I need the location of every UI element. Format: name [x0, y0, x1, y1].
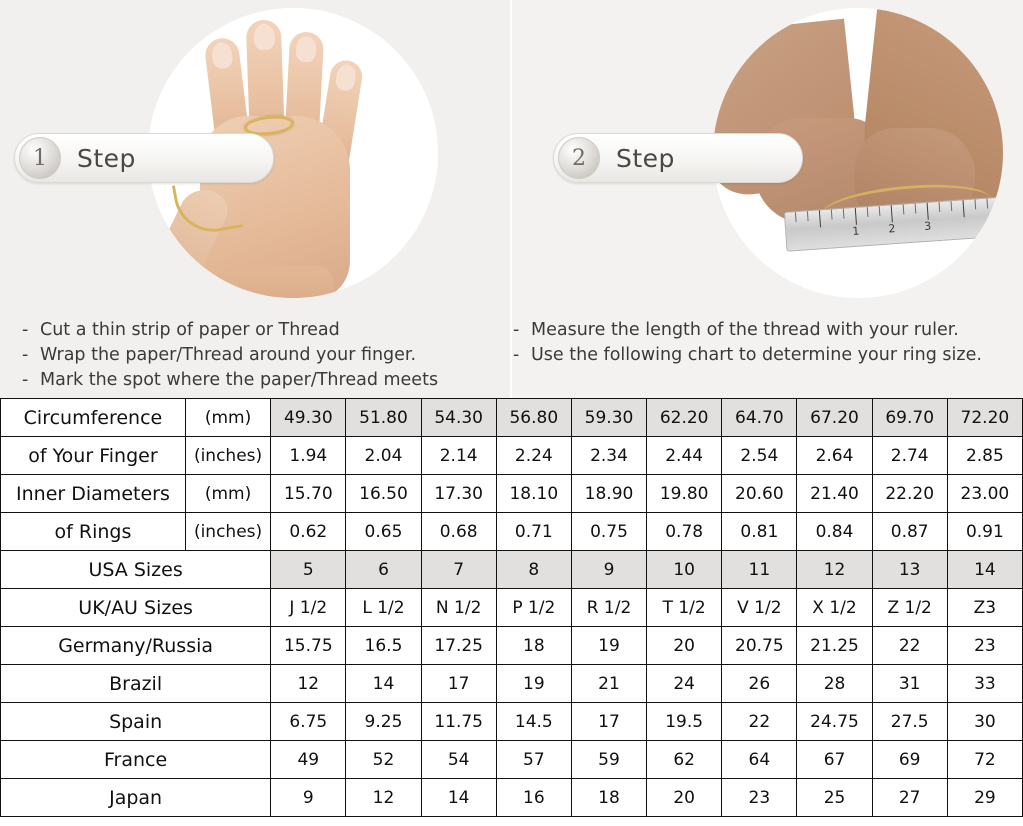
cell: 18 [496, 627, 571, 665]
cell: 51.80 [346, 399, 421, 437]
cell: 0.62 [271, 513, 346, 551]
cell: 9 [271, 779, 346, 817]
ruler-number: 1 [851, 224, 860, 239]
table-row [1, 551, 1023, 589]
cell: V 1/2 [722, 589, 797, 627]
instruction-line: - Mark the spot where the paper/Thread meets [22, 370, 439, 390]
cell: 15.70 [271, 475, 346, 513]
cell: 17.25 [421, 627, 496, 665]
cell: 12 [346, 779, 421, 817]
table-row [1, 779, 1023, 817]
step-1-badge [14, 133, 274, 183]
cell: 13 [872, 551, 947, 589]
cell: 19.80 [647, 475, 722, 513]
cell: 20 [647, 779, 722, 817]
cell: 14 [947, 551, 1022, 589]
cell: 21.40 [797, 475, 872, 513]
cell: 20.75 [722, 627, 797, 665]
cell: 21.25 [797, 627, 872, 665]
cell: 0.91 [947, 513, 1022, 551]
cell: 16.50 [346, 475, 421, 513]
cell: 26 [722, 665, 797, 703]
row-label: Germany/Russia [1, 627, 271, 665]
cell: Z3 [947, 589, 1022, 627]
instruction-line: - Cut a thin strip of paper or Thread [22, 320, 340, 340]
ruler-number: 3 [923, 219, 932, 234]
table-row [1, 741, 1023, 779]
cell: 16 [496, 779, 571, 817]
cell: 21 [571, 665, 646, 703]
cell: 72.20 [947, 399, 1022, 437]
cell: X 1/2 [797, 589, 872, 627]
row-label: USA Sizes [1, 551, 271, 589]
cell: 10 [647, 551, 722, 589]
cell: 17.30 [421, 475, 496, 513]
cell: 2.14 [421, 437, 496, 475]
cell: 2.24 [496, 437, 571, 475]
cell: 8 [496, 551, 571, 589]
row-unit: (inches) [185, 437, 270, 475]
cell: 2.64 [797, 437, 872, 475]
cell: 27.5 [872, 703, 947, 741]
cell: 20.60 [722, 475, 797, 513]
cell: 9 [571, 551, 646, 589]
cell: 19.5 [647, 703, 722, 741]
step-2-label: Step [616, 143, 675, 173]
cell: 30 [947, 703, 1022, 741]
cell: 23 [947, 627, 1022, 665]
row-label: Inner Diameters [1, 475, 186, 513]
cell: 23.00 [947, 475, 1022, 513]
cell: T 1/2 [647, 589, 722, 627]
cell: 0.78 [647, 513, 722, 551]
row-label: Spain [1, 703, 271, 741]
cell: 22 [722, 703, 797, 741]
cell: 67.20 [797, 399, 872, 437]
table-row [1, 627, 1023, 665]
cell: 6 [346, 551, 421, 589]
instruction-text: Wrap the paper/Thread around your finger. [40, 345, 417, 365]
instruction-text: Use the following chart to determine your ring size. [531, 345, 982, 365]
cell: 64.70 [722, 399, 797, 437]
step-panel-1 [0, 0, 510, 398]
table-row [1, 475, 1023, 513]
step-1-number: 1 [19, 137, 61, 179]
cell: N 1/2 [421, 589, 496, 627]
row-label: Japan [1, 779, 271, 817]
cell: 20 [647, 627, 722, 665]
cell: 11 [722, 551, 797, 589]
cell: 0.71 [496, 513, 571, 551]
cell: 59 [571, 741, 646, 779]
cell: 24 [647, 665, 722, 703]
row-unit: (mm) [185, 399, 270, 437]
cell: 2.74 [872, 437, 947, 475]
row-unit: (mm) [185, 475, 270, 513]
cell: 33 [947, 665, 1022, 703]
cell: 57 [496, 741, 571, 779]
instruction-line: - Measure the length of the thread with your ruler. [513, 320, 959, 340]
table-row [1, 437, 1023, 475]
cell: 18.10 [496, 475, 571, 513]
cell: 9.25 [346, 703, 421, 741]
row-unit: (inches) [185, 513, 270, 551]
cell: 16.5 [346, 627, 421, 665]
cell: 49 [271, 741, 346, 779]
cell: 25 [797, 779, 872, 817]
cell: 19 [496, 665, 571, 703]
cell: 17 [421, 665, 496, 703]
cell: 72 [947, 741, 1022, 779]
cell: 19 [571, 627, 646, 665]
cell: 59.30 [571, 399, 646, 437]
instruction-line: - Use the following chart to determine your ring size. [513, 345, 982, 365]
instruction-line: - Wrap the paper/Thread around your finger. [22, 345, 417, 365]
cell: P 1/2 [496, 589, 571, 627]
cell: 24.75 [797, 703, 872, 741]
instruction-text: Cut a thin strip of paper or Thread [40, 320, 340, 340]
row-label: France [1, 741, 271, 779]
cell: 67 [797, 741, 872, 779]
cell: 0.87 [872, 513, 947, 551]
cell: 27 [872, 779, 947, 817]
cell: 12 [271, 665, 346, 703]
cell: 18 [571, 779, 646, 817]
cell: 15.75 [271, 627, 346, 665]
step-1-instructions [22, 318, 438, 393]
step-1-label: Step [77, 143, 136, 173]
table-row [1, 703, 1023, 741]
cell: 62.20 [647, 399, 722, 437]
cell: 11.75 [421, 703, 496, 741]
cell: 2.44 [647, 437, 722, 475]
step-panel-2 [510, 0, 1023, 398]
cell: 18.90 [571, 475, 646, 513]
cell: 22.20 [872, 475, 947, 513]
row-label: UK/AU Sizes [1, 589, 271, 627]
cell: 7 [421, 551, 496, 589]
step-2-number: 2 [558, 137, 600, 179]
cell: 6.75 [271, 703, 346, 741]
cell: 56.80 [496, 399, 571, 437]
table-row [1, 513, 1023, 551]
cell: 28 [797, 665, 872, 703]
cell: 31 [872, 665, 947, 703]
cell: 29 [947, 779, 1022, 817]
row-label: Brazil [1, 665, 271, 703]
cell: 52 [346, 741, 421, 779]
cell: Z 1/2 [872, 589, 947, 627]
cell: 62 [647, 741, 722, 779]
cell: 0.84 [797, 513, 872, 551]
cell: 14 [421, 779, 496, 817]
cell: 17 [571, 703, 646, 741]
cell: 2.54 [722, 437, 797, 475]
ruler-number: 2 [887, 222, 896, 236]
steps-section [0, 0, 1023, 398]
cell: 5 [271, 551, 346, 589]
wrist-illustration [218, 266, 334, 298]
table-row [1, 589, 1023, 627]
row-label: of Rings [1, 513, 186, 551]
cell: J 1/2 [271, 589, 346, 627]
cell: 49.30 [271, 399, 346, 437]
cell: 23 [722, 779, 797, 817]
cell: 2.85 [947, 437, 1022, 475]
step-2-instructions [513, 318, 982, 368]
cell: 54.30 [421, 399, 496, 437]
cell: 0.81 [722, 513, 797, 551]
cell: 1.94 [271, 437, 346, 475]
cell: 12 [797, 551, 872, 589]
cell: 54 [421, 741, 496, 779]
cell: 2.04 [346, 437, 421, 475]
ring-size-chart-table [0, 398, 1023, 817]
cell: 0.68 [421, 513, 496, 551]
step-2-badge [553, 133, 803, 183]
cell: 64 [722, 741, 797, 779]
instruction-text: Mark the spot where the paper/Thread meets [40, 370, 439, 390]
instruction-text: Measure the length of the thread with your ruler. [531, 320, 959, 340]
row-label: of Your Finger [1, 437, 186, 475]
cell: 69.70 [872, 399, 947, 437]
cell: 0.75 [571, 513, 646, 551]
cell: 0.65 [346, 513, 421, 551]
cell: R 1/2 [571, 589, 646, 627]
cell: 69 [872, 741, 947, 779]
row-label: Circumference [1, 399, 186, 437]
cell: 14.5 [496, 703, 571, 741]
cell: 2.34 [571, 437, 646, 475]
cell: L 1/2 [346, 589, 421, 627]
table-row [1, 399, 1023, 437]
cell: 22 [872, 627, 947, 665]
table-row [1, 665, 1023, 703]
cell: 14 [346, 665, 421, 703]
